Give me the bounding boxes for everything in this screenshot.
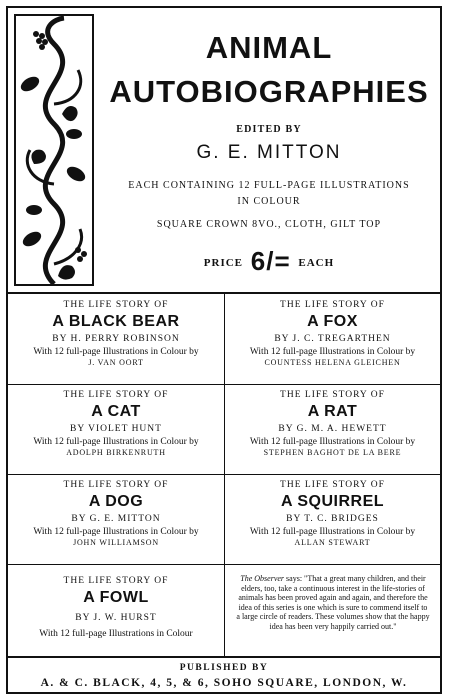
book-title: A FOWL	[83, 589, 149, 606]
book-author: BY J. W. HURST	[75, 613, 157, 623]
book-entry	[8, 564, 224, 656]
published-by-label: PUBLISHED BY	[179, 663, 269, 673]
life-story-label: THE LIFE STORY OF	[63, 480, 169, 490]
life-story-label: THE LIFE STORY OF	[280, 480, 385, 490]
publisher-address: A. & C. BLACK, 4, 5, & 6, SOHO SQUARE, LONDON, W.	[40, 677, 408, 689]
decorative-vine-border-icon	[14, 14, 94, 286]
illustration-note: With 12 full-page Illustrations in Colour	[39, 629, 193, 639]
illustration-note: With 12 full-page Illustrations in Colour by	[249, 437, 416, 447]
life-story-label: THE LIFE STORY OF	[280, 390, 385, 400]
illustrations-note-line-2: IN COLOUR	[237, 196, 301, 207]
book-author: BY G. M. A. HEWETT	[278, 424, 387, 434]
quote-source: The Observer	[240, 574, 285, 583]
press-quote	[236, 574, 430, 631]
illustrator-name: ALLAN STEWART	[294, 538, 371, 547]
life-story-label: THE LIFE STORY OF	[63, 300, 169, 310]
illustration-note: With 12 full-page Illustrations in Colour by	[33, 437, 199, 447]
illustrator-name: J. VAN OORT	[88, 358, 144, 367]
book-title: A RAT	[307, 403, 358, 420]
book-title: A BLACK BEAR	[52, 313, 180, 330]
price-line	[98, 246, 440, 277]
book-author: BY VIOLET HUNT	[70, 424, 162, 434]
series-title-line-1: ANIMAL	[205, 30, 333, 65]
editor-name: G. E. MITTON	[196, 142, 342, 163]
book-entry	[225, 384, 440, 474]
illustration-note: With 12 full-page Illustrations in Colour by	[33, 527, 199, 537]
illustrator-name: ADOLPH BIRKENRUTH	[66, 448, 166, 457]
illustration-note: With 12 full-page Illustrations in Colour by	[33, 347, 199, 357]
header-section	[8, 8, 440, 294]
book-author: BY H. PERRY ROBINSON	[52, 334, 180, 344]
format-note: SQUARE CROWN 8VO., CLOTH, GILT TOP	[156, 219, 382, 230]
price-amount: 6/=	[250, 246, 291, 276]
book-author: BY G. E. MITTON	[71, 514, 161, 524]
book-author: BY T. C. BRIDGES	[286, 514, 379, 524]
book-title: A CAT	[91, 403, 141, 420]
illustrator-name: COUNTESS HELENA GLEICHEN	[264, 358, 401, 367]
book-entry	[8, 294, 224, 384]
series-title-line-2: AUTOBIOGRAPHIES	[109, 74, 429, 109]
book-title: A FOX	[307, 313, 358, 330]
publisher-footer	[8, 656, 440, 694]
book-grid	[8, 294, 440, 656]
life-story-label: THE LIFE STORY OF	[280, 300, 385, 310]
illustrator-name: JOHN WILLIAMSON	[73, 538, 159, 547]
book-entry	[225, 474, 440, 564]
illustrator-name: STEPHEN BAGHOT DE LA BERE	[263, 448, 402, 457]
quote-text: says: "That a great many children, and their elders, too, take a continuous interest in the life-stories of animals has been proved again and again, and therefore the idea of this series is one which is sure to commend itself to a large circle of readers. These volumes show that the happy idea has been very happily carried out."	[236, 574, 430, 631]
price-label: PRICE	[203, 257, 244, 269]
edited-by-label: EDITED BY	[236, 124, 302, 135]
life-story-label: THE LIFE STORY OF	[63, 576, 169, 586]
price-suffix: EACH	[298, 257, 335, 269]
book-entry	[8, 384, 224, 474]
illustration-note: With 12 full-page Illustrations in Colour by	[249, 527, 416, 537]
book-entry	[225, 294, 440, 384]
book-title: A DOG	[88, 493, 144, 510]
illustrations-note-line-1: EACH CONTAINING 12 FULL-PAGE ILLUSTRATIONS	[128, 180, 410, 191]
book-author: BY J. C. TREGARTHEN	[274, 334, 391, 344]
book-title: A SQUIRREL	[280, 493, 385, 510]
page-frame	[6, 6, 442, 694]
illustration-note: With 12 full-page Illustrations in Colour by	[249, 347, 416, 357]
life-story-label: THE LIFE STORY OF	[63, 390, 169, 400]
book-entry	[8, 474, 224, 564]
